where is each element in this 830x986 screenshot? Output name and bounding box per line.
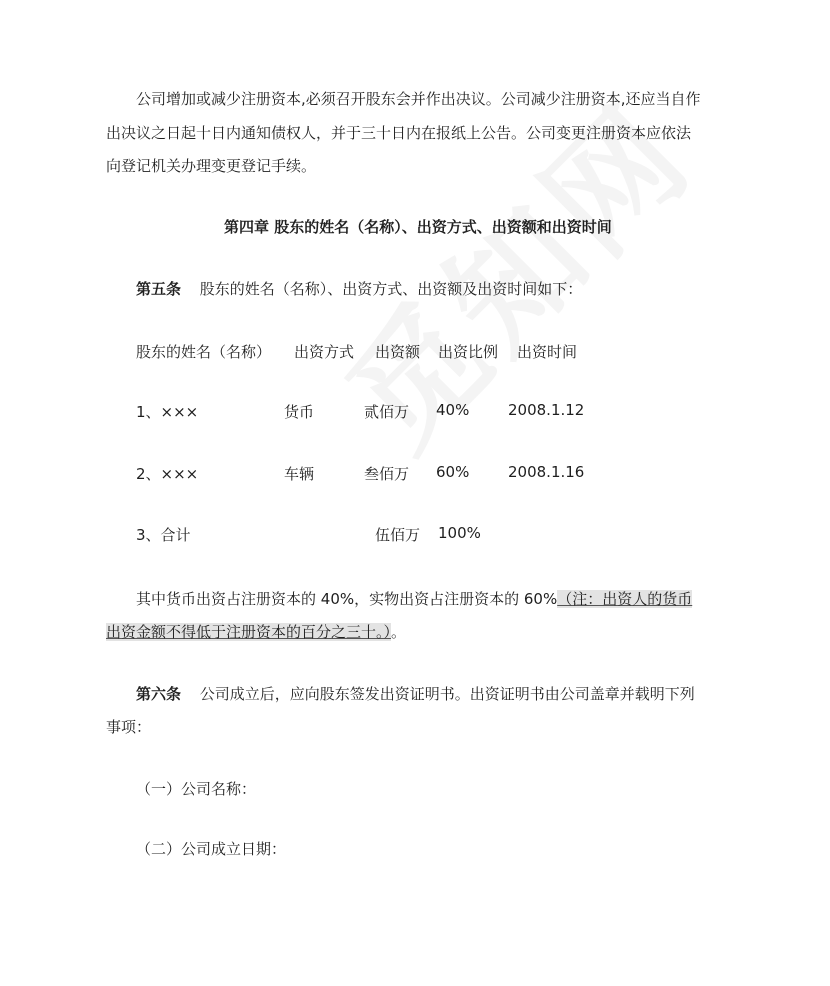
note-text: 其中货币出资占注册资本的 40%，实物出资占注册资本的 60%: [136, 590, 558, 608]
article-6: [136, 683, 695, 704]
header-name: 股东的姓名（名称）: [136, 343, 272, 361]
header-method: 出资方式: [294, 343, 355, 361]
paragraph-line: 公司增加或减少注册资本,必须召开股东会并作出决议。公司减少注册资本,还应当自作: [136, 90, 701, 108]
article-text: 公司成立后，应向股东签发出资证明书。出资证明书由公司盖章并载明下列: [199, 685, 695, 703]
article-text: 股东的姓名（名称）、出资方式、出资额及出资时间如下：: [199, 280, 583, 298]
list-item: （二）公司成立日期：: [136, 840, 287, 858]
paragraph-line: 向登记机关办理变更登记手续。: [106, 157, 317, 175]
note-line: [136, 588, 692, 609]
table-cell-amount: 伍佰万: [375, 526, 421, 544]
chapter-title: 第四章 股东的姓名（名称）、出资方式、出资额和出资时间: [224, 218, 612, 236]
table-cell-ratio: 40%: [436, 401, 470, 419]
table-cell-name: 1、×××: [136, 403, 199, 421]
note-line: [106, 621, 406, 642]
table-cell-date: 2008.1.12: [508, 401, 585, 419]
table-cell-name: 2、×××: [136, 465, 199, 483]
table-cell-date: 2008.1.16: [508, 463, 585, 481]
article-label: 第六条: [136, 685, 182, 703]
header-amount: 出资额: [375, 343, 421, 361]
note-highlight: （注：出资人的货币: [557, 590, 693, 608]
header-ratio: 出资比例: [438, 343, 499, 361]
table-cell-method: 车辆: [284, 465, 315, 483]
table-cell-method: 货币: [284, 403, 315, 421]
table-cell-amount: 贰佰万: [364, 403, 410, 421]
note-highlight: 出资金额不得低于注册资本的百分之三十。）: [106, 623, 392, 641]
table-cell-amount: 叁佰万: [364, 465, 410, 483]
article-label: 第五条: [136, 280, 182, 298]
table-cell-ratio: 100%: [438, 524, 481, 542]
article-5: [136, 278, 582, 299]
table-cell-name: 3、合计: [136, 526, 191, 544]
table-cell-ratio: 60%: [436, 463, 470, 481]
article-text: 事项：: [106, 718, 152, 736]
header-date: 出资时间: [517, 343, 578, 361]
list-item: （一）公司名称：: [136, 780, 257, 798]
paragraph-line: 出决议之日起十日内通知债权人，并于三十日内在报纸上公告。公司变更注册资本应依法: [106, 124, 692, 142]
note-end: 。: [391, 623, 407, 641]
